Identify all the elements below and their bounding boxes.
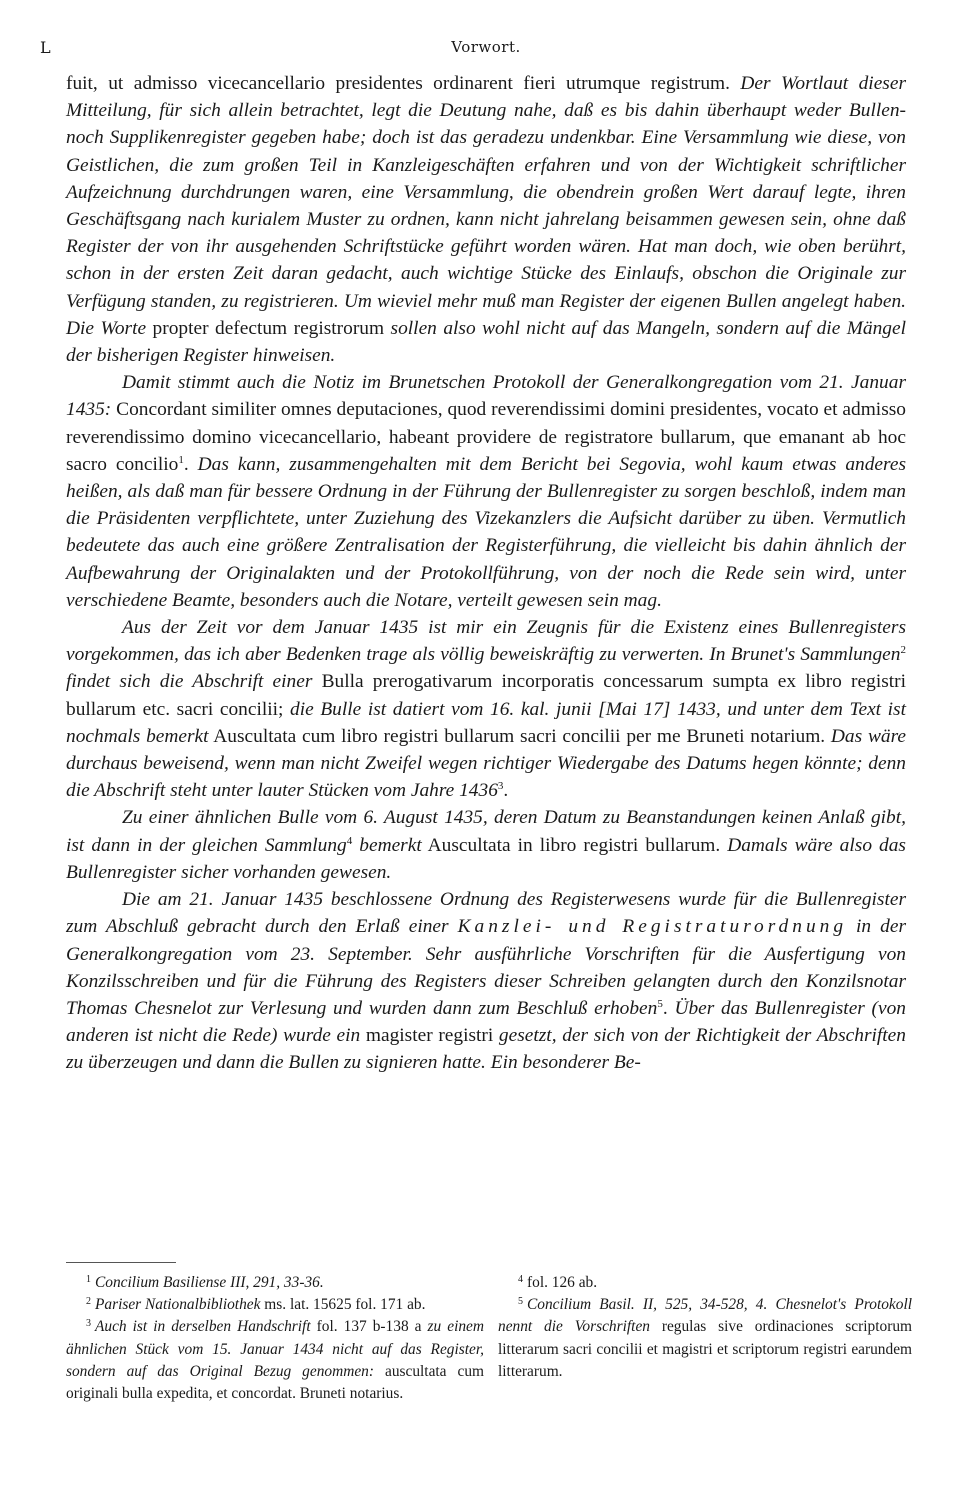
text-run: Damit stimmt auch die Notiz im Brunetschen Protokoll der Generalkongregation vom 21. Januar 1435: [66, 372, 906, 421]
footnotes-right-column [498, 1272, 912, 1383]
text-run: Concilium Basiliense III, 291, 33-36. [95, 1274, 324, 1291]
text-run: Damals wäre also das Bullenregister sicher vorhanden gewesen. [66, 834, 906, 883]
text-run: findet sich die Abschrift einer [66, 671, 313, 693]
main-text [66, 70, 906, 1077]
footnote-number: 1 [86, 1274, 91, 1285]
text-run: Concilium Basil. II, 525, 34-528, 4. Chesnelot's Protokoll nennt die Vorschriften [498, 1296, 912, 1336]
text-run: Concordant similiter omnes deputaciones, quod reverendissimi domini presidentes, vocato et admisso reverendissimo domino vicecancellario, habeant providere de registratore bullarum, que emanant ab hoc sacro concilio [66, 399, 906, 475]
text-run: Auch ist in derselben Handschrift [95, 1318, 311, 1336]
footnote-5 [498, 1294, 912, 1383]
text-run: Über das Bullenregister (von anderen ist nicht die Rede) wurde ein [66, 997, 906, 1047]
text-run: auscultata cum originali bulla expedita, et concordat. Bruneti notarius. [66, 1362, 484, 1403]
text-run: Die am 21. Januar 1435 beschlossene Ordnung des Registerwesens wurde für die Bullenregister zum Abschluß gebracht durch den Erlaß einer [66, 889, 906, 938]
running-head: Vorwort. [451, 38, 521, 56]
text-run: Pariser Nationalbibliothek [95, 1296, 261, 1314]
text-run: gesetzt, der sich von der Richtigkeit der Abschriften zu überzeugen und dann die Bullen zu signieren hatte. Ein besonderer Be- [66, 1025, 906, 1074]
text-run: . [503, 780, 509, 802]
paragraph [66, 369, 906, 614]
paragraph [66, 614, 906, 804]
footnote-number: 3 [86, 1318, 91, 1330]
footnote-4 [498, 1272, 912, 1294]
page [40, 30, 907, 1077]
footnote-ref: 3 [497, 780, 504, 793]
text-run: Aus der Zeit vor dem Januar 1435 ist mir ein Zeugnis für die Existenz eines Bullenregisters vorgekommen, das ich aber Bedenken trage als völlig beweiskräftig zu verwerten. In Brunet's Sammlungen [66, 617, 906, 666]
text-run: propter defectum registrorum [146, 317, 391, 339]
text-run: Der Wortlaut dieser Mitteilung, für sich allein betrachtet, legt die Deutung nahe, daß es bis dahin überhaupt weder Bullen- noch Supplikenregister gegeben habe; doch ist das geradezu undenkbar. Eine Versammlung wie diese, von Geistlichen, die zum großen Teil in Kanzleigeschäften erfahren und von der Wichtigkeit schriftlicher Aufzeichnung durchdrungen waren, eine Versammlung, die obendrein großen Wert darauf legte, ihren Geschäftsgang nach kurialem Muster zu ordnen, kann nicht jahrelang beisammen gewesen sein, ohne daß Register der von ihr ausgehenden Schriftstücke geführt worden wären. Hat man doch, wie oben berührt, schon in der ersten Zeit daran gedacht, auch wichtige Stücke des Einlaufs, obschon die Originale zur Verfügung standen, zu registrieren. Um wieviel mehr muß man Register der eigenen Bullen angelegt haben. Die Worte [66, 73, 906, 339]
text-run: die Bulle ist datiert vom 16. kal. junii [Mai 17] 1433, und unter dem Text ist nochmals bemerkt [66, 698, 906, 747]
text-run: fol. 126 ab. [527, 1274, 598, 1291]
text-run: bemerkt [352, 834, 422, 856]
text-run: fuit, ut admisso vicecancellario presidentes ordinarent fieri utrumque registrum. [66, 73, 741, 94]
text-run: Zu einer ähnlichen Bulle vom 6. August 1435, deren Datum zu Beanstandungen keinen Anlaß gibt, ist dann in der gleichen Sammlung [66, 807, 906, 856]
footnote-ref: 5 [657, 997, 663, 1010]
text-run: fol. 137 b-138 a [310, 1318, 428, 1336]
footnote-2 [66, 1294, 484, 1316]
text-run: Das wäre durchaus beweisend, wenn man nicht Zweifel wegen richtiger Wiedergabe des Datums hegen könnte; denn die Abschrift steht unter lauter Stücken vom Jahre 1436 [66, 725, 907, 802]
text-run: regulas sive ordinaciones scriptorum litterarum sacri concilii et magistri et scriptorum registri earundem litterarum. [498, 1318, 912, 1380]
footnote-divider [66, 1262, 176, 1263]
text-run: sollen also wohl nicht auf das Mangeln, sondern auf die Mängel der bisherigen Register hinweisen. [66, 317, 906, 367]
text-run: . [662, 997, 675, 1019]
text-run: in der Generalkongregation vom 23. September. Sehr ausführliche Vorschriften für die Ausfertigung von Konzilsschreiben und für die Führung des Registers dieser Schreiben gelangten durch den Konzilsnotar Thomas Chesnelot zur Verlesung und wurden dann zum Beschluß erhoben [66, 916, 906, 1019]
text-run: Auscultata cum libro registri bullarum sacri concilii per me Bruneti notarium. [208, 725, 831, 747]
page-number: L [40, 38, 51, 57]
footnote-ref: 4 [346, 834, 353, 847]
text-run: Auscultata in libro registri bullarum. [421, 834, 728, 856]
paragraph [66, 70, 906, 369]
text-run: Das kann, zusammengehalten mit dem Bericht bei Segovia, wohl kaum etwas anderes heißen, als daß man für bessere Ordnung in der Führung der Bullenregister zu sorgen beschloß, indem man die Präsidenten verpflichtete, unter Zuziehung des Vizekanzlers die Aufsicht darüber zu üben. Vermutlich bedeutete das auch eine größere Zentralisation der Registerführung, die vielleicht bis dahin ähnlich der Aufbewahrung der Originalakten und der Protokollführung, von der noch die Rede sein wird, unter verschiedene Beamte, besonders auch die Notare, verteilt gewesen sein mag. [66, 453, 906, 611]
footnote-number: 5 [518, 1296, 523, 1308]
paragraph [66, 886, 906, 1076]
footnote-number: 2 [86, 1296, 91, 1308]
footnote-ref: 1 [178, 453, 184, 466]
text-run: Kanzlei- und Registraturordnung [457, 916, 848, 938]
footnote-1 [66, 1272, 484, 1294]
footnote-number: 4 [518, 1274, 523, 1285]
text-run: magister registri [360, 1025, 499, 1047]
footnote-3 [66, 1316, 484, 1405]
text-run: zu einem ähnlichen Stück vom 15. Januar 1434 nicht auf das Register, sondern auf das Original Bezug genommen: [66, 1318, 484, 1380]
page-header [40, 30, 906, 64]
paragraph [66, 804, 906, 886]
text-run: Bulla prerogativarum incorporatis concessarum sumpta ex libro registri bullarum etc. sacri concilii; [66, 671, 906, 720]
footnote-ref: 2 [900, 644, 906, 657]
text-run: ms. lat. 15625 fol. 171 ab. [260, 1296, 426, 1314]
footnotes-left-column [66, 1272, 484, 1405]
text-run: . [183, 453, 198, 475]
